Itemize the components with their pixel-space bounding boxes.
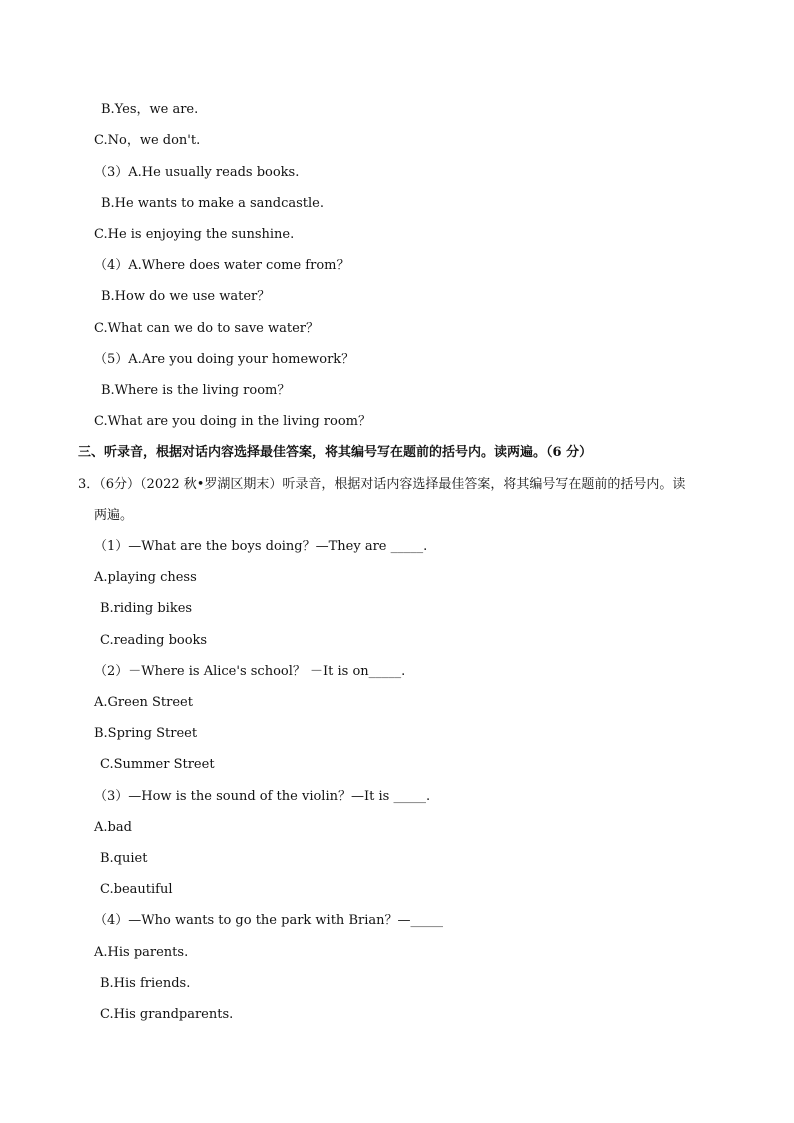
option-line: C.reading books — [100, 633, 208, 648]
option-line: C.He is enjoying the sunshine. — [94, 227, 295, 242]
question-stem: （3）A.He usually reads books. — [94, 165, 300, 180]
option-line: B.He wants to make a sandcastle. — [101, 196, 324, 211]
option-line: B.riding bikes — [100, 601, 193, 616]
option-line: B.Yes，we are. — [101, 102, 199, 117]
option-line: C.What are you doing in the living room？ — [94, 414, 371, 429]
option-line: C.beautiful — [100, 882, 173, 897]
option-line: B.How do we use water？ — [101, 289, 271, 304]
option-line: C.Summer Street — [100, 757, 215, 772]
question-header: 3．（6分）（2022 秋•罗湖区期末）听录音，根据对话内容选择最佳答案，将其编号写在题前的括号内。读 — [78, 477, 686, 492]
option-line: C.His grandparents. — [100, 1007, 234, 1022]
option-line: B.Where is the living room？ — [101, 383, 291, 398]
question-stem: （5）A.Are you doing your homework？ — [94, 352, 355, 367]
question-header-continued: 两遍。 — [94, 508, 134, 523]
question-prompt: （3）—How is the sound of the violin？—It is _____. — [94, 789, 431, 804]
question-stem: （4）A.Where does water come from？ — [94, 258, 350, 273]
option-line: C.What can we do to save water？ — [94, 321, 320, 336]
question-prompt: （2）－Where is Alice's school？ －It is on_____. — [94, 664, 406, 679]
option-line: B.His friends. — [100, 976, 191, 991]
section-heading: 三、听录音，根据对话内容选择最佳答案，将其编号写在题前的括号内。读两遍。（6 分） — [78, 445, 593, 460]
option-line: B.quiet — [100, 851, 148, 866]
option-line: A.Green Street — [94, 695, 193, 710]
option-line: A.playing chess — [94, 570, 197, 585]
option-line: A.His parents. — [94, 945, 189, 960]
option-line: A.bad — [94, 820, 132, 835]
question-prompt: （1）—What are the boys doing？—They are _____. — [94, 539, 428, 554]
option-line: C.No，we don't. — [94, 133, 201, 148]
option-line: B.Spring Street — [94, 726, 198, 741]
question-prompt: （4）—Who wants to go the park with Brian？—_____ — [94, 913, 443, 928]
